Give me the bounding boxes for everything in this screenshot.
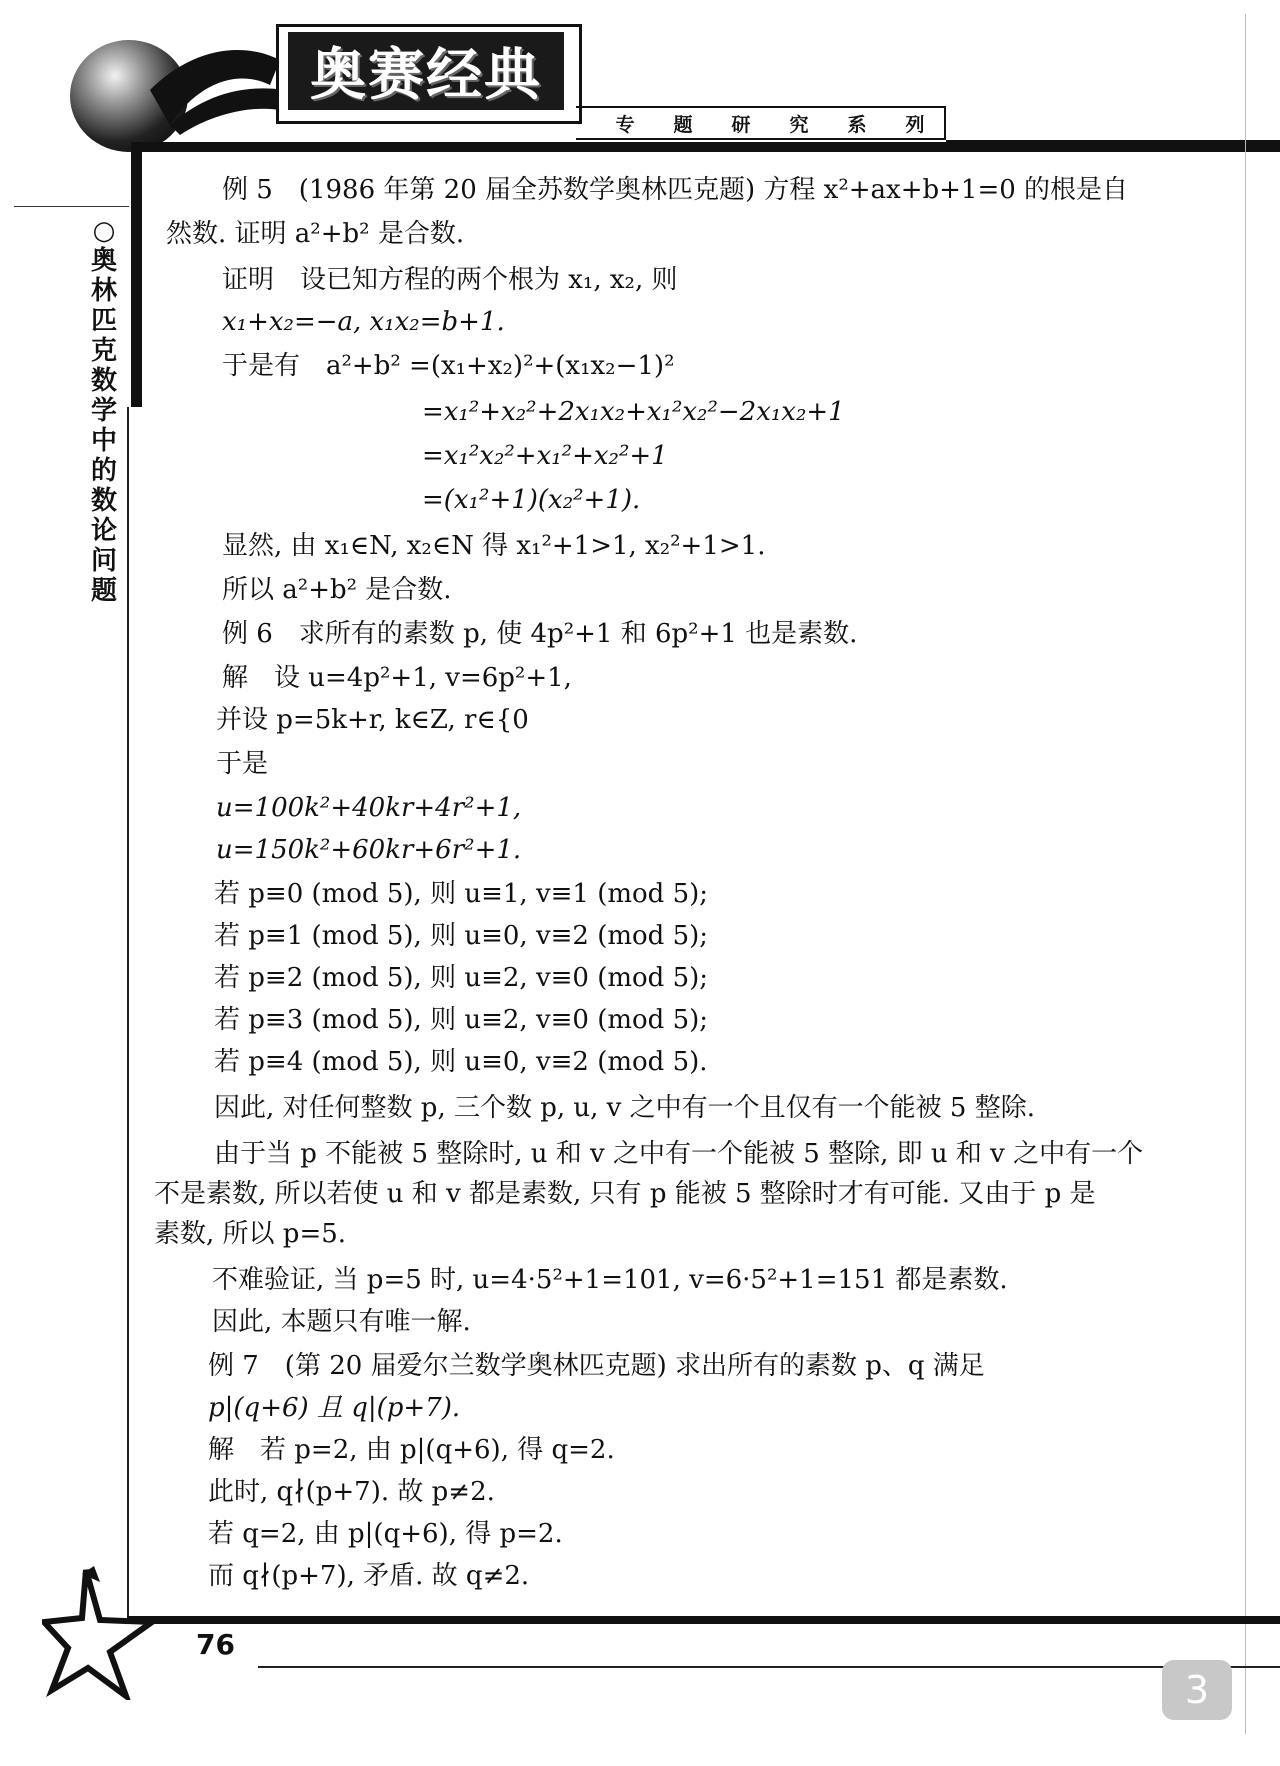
side-char: 问: [90, 546, 117, 576]
math-line: 于是有 a²+b² =(x₁+x₂)²+(x₁x₂−1)²: [222, 351, 675, 381]
side-char: 奥: [90, 246, 117, 276]
side-char: 克: [90, 336, 117, 366]
left-bar: [131, 142, 142, 407]
text-line: 所以 a²+b² 是合数.: [222, 575, 452, 605]
case-line: 若 p≡3 (mod 5), 则 u≡2, v≡0 (mod 5);: [214, 1005, 709, 1035]
text-line: 因此, 本题只有唯一解.: [212, 1307, 471, 1337]
series-char: 系: [847, 113, 867, 136]
banner: [288, 32, 564, 110]
text-line: 而 q∤(p+7), 矛盾. 故 q≠2.: [208, 1561, 530, 1591]
text-line: 素数, 所以 p=5.: [154, 1219, 347, 1249]
text-line: 不是素数, 所以若使 u 和 v 都是素数, 只有 p 能被 5 整除时才有可能. 又由于 p 是: [154, 1179, 1096, 1209]
side-rule: [14, 206, 129, 207]
text-line: 因此, 对任何整数 p, 三个数 p, u, v 之中有一个且仅有一个能被 5 整除.: [214, 1093, 1035, 1123]
swoosh-decoration: [150, 30, 290, 140]
series-char: 列: [905, 113, 925, 136]
example-6-heading: 例 6 求所有的素数 p, 使 4p²+1 和 6p²+1 也是素数.: [222, 619, 858, 649]
math-line: =x₁²x₂²+x₁²+x₂²+1: [422, 441, 668, 471]
case-line: 若 p≡2 (mod 5), 则 u≡2, v≡0 (mod 5);: [214, 963, 709, 993]
text-line: 不难验证, 当 p=5 时, u=4·5²+1=101, v=6·5²+1=151 都是素数.: [212, 1265, 1008, 1295]
series-char: 究: [789, 113, 809, 136]
series-label: [576, 106, 946, 140]
page-number: 76: [196, 1628, 235, 1661]
top-rule: [136, 142, 1280, 152]
text-line: 于是: [216, 749, 269, 779]
math-line: u=100k²+40kr+4r²+1,: [216, 793, 522, 823]
page-badge[interactable]: 3: [1162, 1660, 1232, 1720]
example-5-heading: 例 5 (1986 年第 20 届全苏数学奥林匹克题) 方程 x²+ax+b+1=0 的根是自: [222, 175, 1129, 205]
proof-heading: 证明 设已知方程的两个根为 x₁, x₂, 则: [222, 265, 678, 295]
side-char: 中: [90, 426, 117, 456]
case-line: 若 p≡4 (mod 5), 则 u≡0, v≡2 (mod 5).: [214, 1047, 708, 1077]
series-char: 研: [731, 113, 751, 136]
side-char: 学: [90, 396, 117, 426]
series-char: 专: [615, 113, 635, 136]
side-char: 匹: [90, 306, 117, 336]
case-line: 若 p≡0 (mod 5), 则 u≡1, v≡1 (mod 5);: [214, 879, 709, 909]
bottom-rule: [127, 1616, 1280, 1624]
series-char: 题: [673, 113, 693, 136]
side-char: ○: [92, 216, 116, 246]
text-line: 然数. 证明 a²+b² 是合数.: [166, 219, 465, 249]
solution-heading: 解 设 u=4p²+1, v=6p²+1,: [222, 663, 572, 693]
math-line: =x₁²+x₂²+2x₁x₂+x₁²x₂²−2x₁x₂+1: [422, 397, 845, 427]
side-char: 林: [90, 276, 117, 306]
side-char: 论: [90, 516, 117, 546]
chapter-side-title: [86, 216, 122, 606]
page-edge-line: [1245, 14, 1246, 1734]
top-rule-thin: [946, 140, 1280, 143]
side-char: 的: [90, 456, 117, 486]
text-line: 若 q=2, 由 p|(q+6), 得 p=2.: [208, 1519, 563, 1549]
book-title: 奥赛经典: [310, 43, 542, 108]
solution-heading: 解 若 p=2, 由 p|(q+6), 得 q=2.: [208, 1435, 615, 1465]
math-line: =(x₁²+1)(x₂²+1).: [422, 485, 641, 515]
side-char: 数: [90, 486, 117, 516]
left-rule: [127, 407, 129, 1622]
case-line: 若 p≡1 (mod 5), 则 u≡0, v≡2 (mod 5);: [214, 921, 709, 951]
text-line: 并设 p=5k+r, k∈Z, r∈{0: [216, 705, 529, 735]
side-char: 题: [90, 576, 117, 606]
side-char: 数: [90, 366, 117, 396]
star-decoration: [42, 1560, 162, 1700]
math-line: x₁+x₂=−a, x₁x₂=b+1.: [222, 307, 505, 337]
math-line: p|(q+6) 且 q|(p+7).: [208, 1393, 461, 1423]
text-line: 显然, 由 x₁∈N, x₂∈N 得 x₁²+1>1, x₂²+1>1.: [222, 531, 766, 561]
text-line: 由于当 p 不能被 5 整除时, u 和 v 之中有一个能被 5 整除, 即 u 和 v 之中有一个: [214, 1139, 1144, 1169]
text-line: 此时, q∤(p+7). 故 p≠2.: [208, 1477, 495, 1507]
example-7-heading: 例 7 (第 20 届爱尔兰数学奥林匹克题) 求出所有的素数 p、q 满足: [208, 1351, 985, 1381]
math-line: u=150k²+60kr+6r²+1.: [216, 835, 522, 865]
bottom-rule-thin: [258, 1666, 1280, 1668]
